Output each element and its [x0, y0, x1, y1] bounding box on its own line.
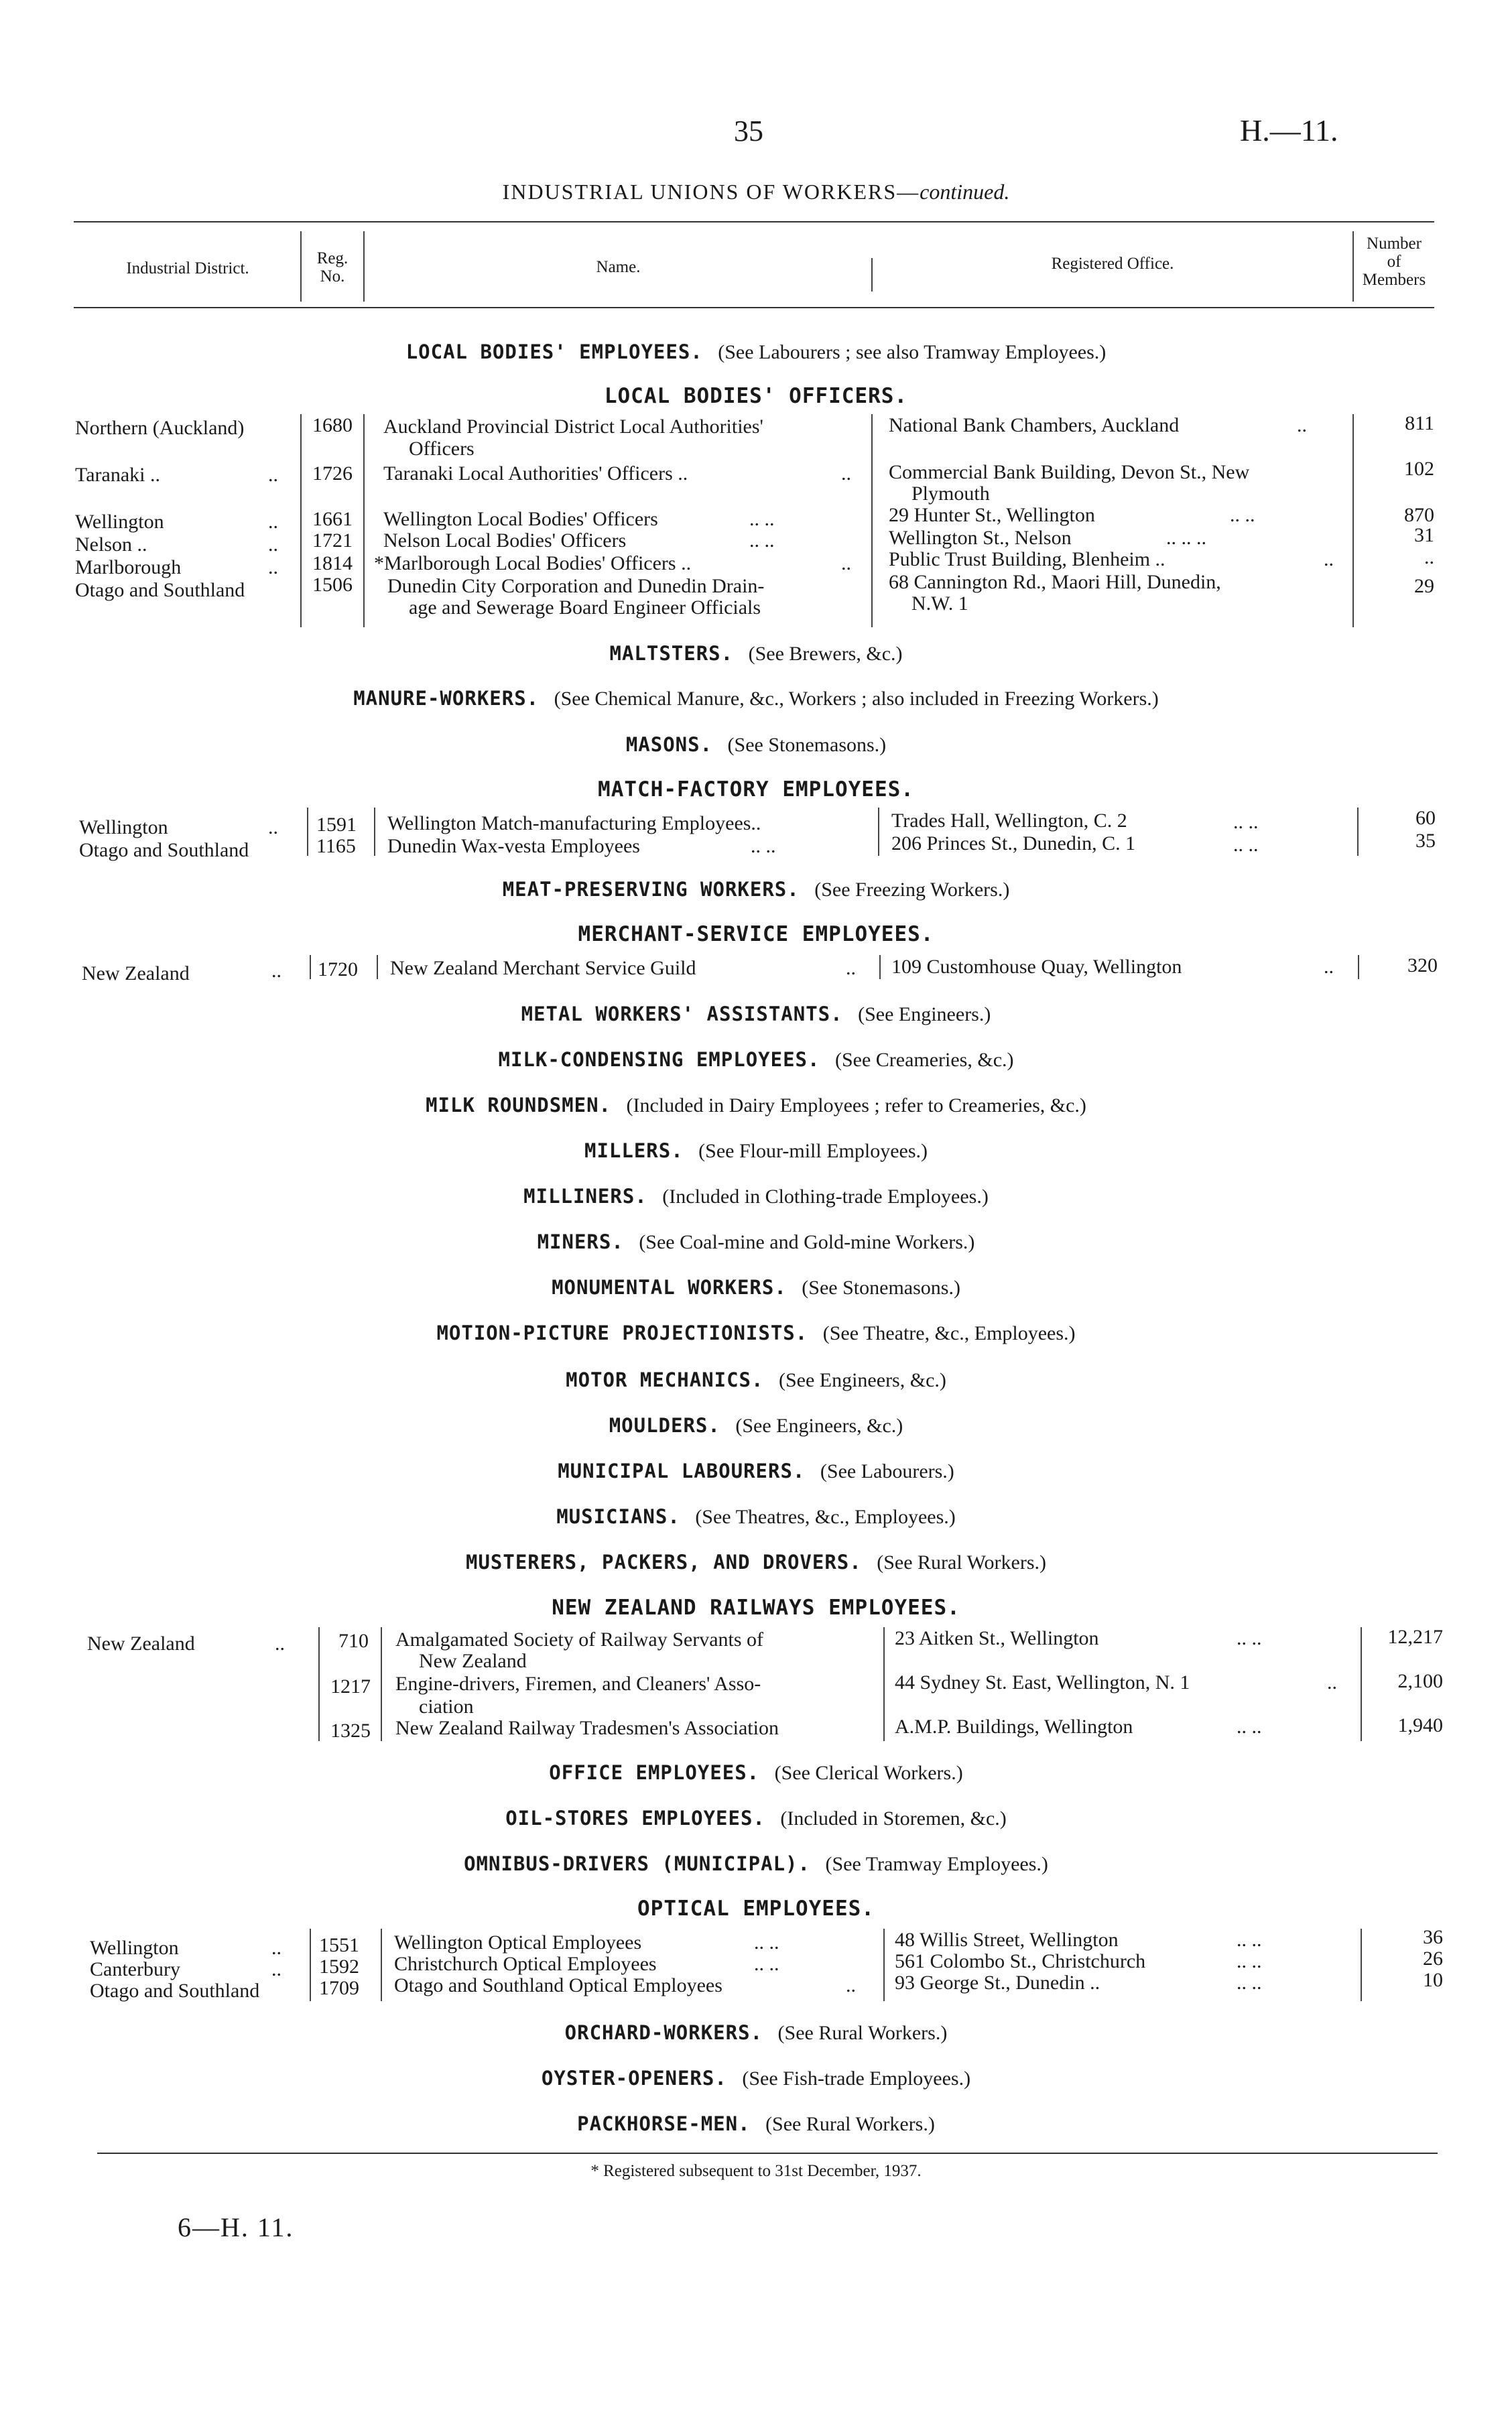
- column-header-no-line: No.: [320, 267, 345, 285]
- table-cell-reg-no: 1726: [312, 462, 353, 485]
- table-cell-name: Wellington Optical Employees: [394, 1931, 642, 1954]
- column-divider: [1358, 955, 1359, 979]
- table-cell-members: 870: [1404, 504, 1434, 526]
- column-header-reg-no: [303, 249, 362, 285]
- table-cell-members: 811: [1405, 412, 1434, 434]
- table-cell-members: 320: [1407, 954, 1438, 976]
- table-cell-office: 561 Colombo St., Christchurch: [895, 1950, 1146, 1972]
- cross-ref-note: (See Labourers.): [820, 1460, 954, 1482]
- cross-ref-title: MOULDERS.: [609, 1414, 720, 1437]
- table-cell-name: *Marlborough Local Bodies' Officers ..: [374, 552, 692, 574]
- cross-ref-title: MILLERS.: [584, 1139, 684, 1162]
- cross-ref-note: (See Flour-mill Employees.): [698, 1140, 928, 1162]
- running-head: [0, 180, 1512, 204]
- cross-ref-note: (See Theatres, &c., Employees.): [695, 1506, 956, 1528]
- cross-ref-heading: [0, 2067, 1512, 2090]
- table-cell-reg-no: 1591: [316, 814, 357, 836]
- table-cell-members: 2,100: [1397, 1670, 1443, 1692]
- cross-ref-note: (See Rural Workers.): [877, 1551, 1046, 1574]
- header-divider: [363, 231, 365, 302]
- column-header-district: Industrial District.: [126, 259, 249, 277]
- table-cell-leader: .. ..: [1237, 1716, 1262, 1738]
- table-cell-district: New Zealand: [82, 962, 190, 984]
- footnote: * Registered subsequent to 31st December, 1937.: [590, 2162, 922, 2180]
- table-cell-leader: ..: [268, 816, 278, 838]
- cross-ref-heading: [0, 1505, 1512, 1529]
- table-cell-members: 29: [1414, 575, 1434, 597]
- table-cell-office-cont: Plymouth: [911, 483, 990, 505]
- column-divider: [883, 1929, 885, 2001]
- table-cell-name: Dunedin Wax-vesta Employees: [387, 835, 640, 857]
- column-divider: [871, 414, 873, 627]
- table-cell-district: Nelson ..: [75, 533, 147, 556]
- table-cell-reg-no: 1661: [312, 508, 353, 530]
- table-cell-reg-no: 1721: [312, 529, 353, 552]
- table-cell-reg-no: 1325: [330, 1720, 371, 1742]
- table-cell-members: 102: [1404, 458, 1434, 480]
- cross-ref-note: (See Tramway Employees.): [825, 1853, 1048, 1875]
- cross-ref-note: (Included in Dairy Employees ; refer to Creameries, &c.): [626, 1094, 1086, 1116]
- header-divider: [871, 258, 873, 292]
- cross-ref-heading: [0, 1185, 1512, 1208]
- cross-ref-note: (See Chemical Manure, &c., Workers ; also included in Freezing Workers.): [554, 688, 1159, 710]
- table-cell-office: 29 Hunter St., Wellington: [889, 504, 1095, 526]
- table-cell-leader: .. ..: [1237, 1627, 1262, 1649]
- cross-ref-note: (See Stonemasons.): [727, 734, 887, 756]
- cross-ref-title: ORCHARD-WORKERS.: [564, 2021, 763, 2044]
- column-divider: [310, 955, 311, 979]
- table-cell-leader: .. ..: [1237, 1972, 1262, 1994]
- table-cell-leader: ..: [268, 464, 278, 486]
- table-cell-reg-no: 1709: [319, 1977, 359, 1999]
- cross-ref-heading: [0, 687, 1512, 710]
- table-cell-members: 36: [1423, 1926, 1443, 1948]
- cross-ref-heading: [0, 2112, 1512, 2136]
- table-cell-district: Otago and Southland: [75, 579, 245, 601]
- cross-ref-title: MOTION-PICTURE PROJECTIONISTS.: [436, 1322, 808, 1344]
- table-header-rule: [74, 307, 1434, 308]
- table-cell-district: Canterbury: [90, 1958, 180, 1980]
- table-cell-name: Christchurch Optical Employees: [394, 1953, 657, 1975]
- cross-ref-heading: [0, 1003, 1512, 1026]
- cross-ref-note: (See Clerical Workers.): [774, 1762, 963, 1784]
- cross-ref-title: MASONS.: [625, 733, 713, 756]
- cross-ref-heading: [0, 1460, 1512, 1483]
- table-cell-leader: .. ..: [1237, 1929, 1262, 1951]
- cross-ref-title: MANURE-WORKERS.: [353, 687, 540, 710]
- cross-ref-note: (See Brewers, &c.): [748, 643, 903, 665]
- table-cell-members: 12,217: [1387, 1626, 1443, 1648]
- table-cell-members: 31: [1414, 524, 1434, 546]
- cross-ref-title: MEAT-PRESERVING WORKERS.: [502, 878, 800, 901]
- cross-ref-title: MUSICIANS.: [556, 1505, 680, 1528]
- cross-ref-heading: [0, 878, 1512, 901]
- cross-ref-heading: [0, 1761, 1512, 1785]
- table-cell-members: 35: [1415, 830, 1436, 852]
- page-reference: H.—11.: [1240, 113, 1338, 147]
- column-divider: [300, 414, 302, 627]
- cross-ref-title: OFFICE EMPLOYEES.: [549, 1761, 760, 1784]
- table-cell-leader: ..: [1327, 1671, 1337, 1694]
- table-cell-reg-no: 1165: [316, 835, 356, 857]
- cross-ref-heading: [0, 1230, 1512, 1254]
- table-cell-leader: ..: [841, 552, 851, 574]
- cross-ref-note: (Included in Storemen, &c.): [780, 1807, 1007, 1830]
- cross-ref-heading: [0, 733, 1512, 757]
- cross-ref-heading: [0, 1551, 1512, 1574]
- table-cell-leader: .. ..: [1237, 1950, 1262, 1972]
- table-cell-leader: .. ..: [754, 1931, 779, 1954]
- cross-ref-title: MALTSTERS.: [609, 642, 734, 665]
- table-cell-name: Auckland Provincial District Local Authorities': [383, 416, 763, 438]
- column-divider: [377, 955, 378, 979]
- table-cell-office: Wellington St., Nelson: [889, 527, 1072, 549]
- table-cell-leader: .. ..: [1233, 811, 1259, 833]
- cross-ref-heading: [0, 1094, 1512, 1117]
- cross-ref-note: (See Labourers ; see also Tramway Employees.): [718, 341, 1107, 363]
- cross-ref-title: MINERS.: [537, 1230, 624, 1253]
- table-cell-office: National Bank Chambers, Auckland: [889, 414, 1180, 436]
- table-cell-reg-no: 1551: [319, 1934, 359, 1956]
- table-cell-members: 1,940: [1397, 1714, 1443, 1736]
- running-head-title: INDUSTRIAL UNIONS OF WORKERS—: [502, 180, 920, 204]
- table-cell-leader: .. ..: [1233, 834, 1259, 856]
- column-divider: [318, 1627, 320, 1741]
- table-cell-leader: .. ..: [749, 508, 775, 530]
- column-divider: [381, 1929, 382, 2001]
- table-cell-leader: ..: [1297, 414, 1307, 436]
- table-cell-reg-no: 1217: [330, 1675, 371, 1698]
- table-cell-district: Wellington: [75, 511, 164, 533]
- column-divider: [381, 1627, 382, 1741]
- table-cell-office: Public Trust Building, Blenheim ..: [889, 548, 1166, 570]
- table-cell-reg-no: 710: [338, 1630, 369, 1652]
- cross-ref-note: (See Engineers, &c.): [778, 1369, 946, 1391]
- table-cell-leader: ..: [1324, 548, 1334, 570]
- column-divider: [1357, 808, 1359, 856]
- table-cell-name: New Zealand Merchant Service Guild: [390, 957, 696, 979]
- cross-ref-heading: [0, 1139, 1512, 1163]
- column-header-members-line: Number: [1367, 235, 1422, 253]
- section-heading: MATCH-FACTORY EMPLOYEES.: [598, 777, 914, 802]
- cross-ref-title: METAL WORKERS' ASSISTANTS.: [521, 1003, 843, 1025]
- table-cell-leader: ..: [271, 1958, 281, 1980]
- table-cell-leader: .. ..: [751, 835, 776, 857]
- column-header-members: [1354, 235, 1434, 289]
- table-cell-leader: ..: [1324, 956, 1334, 978]
- cross-ref-note: (See Coal-mine and Gold-mine Workers.): [639, 1231, 975, 1253]
- table-cell-reg-no: 1720: [318, 958, 358, 980]
- column-divider: [1352, 414, 1354, 627]
- column-divider: [1361, 1929, 1362, 2001]
- cross-ref-title: OYSTER-OPENERS.: [541, 2067, 727, 2090]
- table-cell-leader: .. ..: [1230, 504, 1255, 526]
- table-cell-name: Otago and Southland Optical Employees: [394, 1974, 722, 1996]
- table-cell-members: 26: [1423, 1948, 1443, 1970]
- column-header-reg-line: Reg.: [316, 249, 349, 267]
- table-cell-name: Nelson Local Bodies' Officers: [383, 529, 627, 552]
- column-divider: [879, 955, 881, 979]
- table-cell-leader: ..: [268, 556, 278, 578]
- column-header-members-line: of: [1387, 253, 1401, 271]
- cross-ref-note: (See Engineers, &c.): [735, 1415, 903, 1437]
- cross-ref-note: (See Rural Workers.): [777, 2022, 948, 2044]
- table-cell-leader: ..: [841, 462, 851, 485]
- cross-ref-title: MILK-CONDENSING EMPLOYEES.: [498, 1048, 820, 1071]
- header-divider: [300, 231, 302, 302]
- table-cell-name-cont: Officers: [409, 438, 475, 460]
- cross-ref-heading: [0, 1048, 1512, 1072]
- column-divider: [883, 1627, 885, 1741]
- table-cell-reg-no: 1814: [312, 552, 353, 574]
- cross-ref-title: MUNICIPAL LABOURERS.: [558, 1460, 806, 1482]
- page-number: 35: [734, 115, 763, 147]
- table-cell-name: New Zealand Railway Tradesmen's Association: [395, 1717, 779, 1739]
- table-cell-office: 68 Cannington Rd., Maori Hill, Dunedin,: [889, 571, 1221, 593]
- table-cell-leader: ..: [846, 1974, 856, 1996]
- table-cell-office: 44 Sydney St. East, Wellington, N. 1: [895, 1671, 1190, 1694]
- table-cell-name: Taranaki Local Authorities' Officers ..: [383, 462, 688, 485]
- table-cell-district: Wellington: [90, 1937, 179, 1959]
- table-cell-name: Wellington Match-manufacturing Employees..: [387, 812, 761, 834]
- section-heading: MERCHANT-SERVICE EMPLOYEES.: [578, 922, 934, 946]
- cross-ref-title: OIL-STORES EMPLOYEES.: [505, 1807, 765, 1830]
- table-cell-office: A.M.P. Buildings, Wellington: [895, 1716, 1133, 1738]
- column-divider: [374, 808, 375, 856]
- cross-ref-heading: [0, 642, 1512, 665]
- cross-ref-heading: [0, 1852, 1512, 1876]
- table-cell-reg-no: 1506: [312, 574, 353, 596]
- cross-ref-note: (See Stonemasons.): [802, 1277, 960, 1299]
- table-cell-district: Northern (Auckland): [75, 417, 245, 439]
- cross-ref-title: LOCAL BODIES' EMPLOYEES.: [405, 340, 703, 363]
- cross-ref-heading: [0, 1322, 1512, 1345]
- cross-ref-note: (See Rural Workers.): [765, 2113, 935, 2135]
- column-header-name: Name.: [596, 258, 641, 276]
- table-cell-leader: ..: [271, 1937, 281, 1959]
- cross-ref-title: OMNIBUS-DRIVERS (MUNICIPAL).: [464, 1852, 810, 1875]
- table-cell-name-cont: New Zealand: [419, 1650, 527, 1672]
- cross-ref-title: MILK ROUNDSMEN.: [426, 1094, 611, 1116]
- table-cell-leader: .. ..: [749, 529, 775, 552]
- table-cell-office-cont: N.W. 1: [911, 592, 968, 615]
- table-cell-leader: .. .. ..: [1166, 527, 1206, 549]
- table-cell-members: ..: [1424, 546, 1434, 568]
- table-cell-name: Dunedin City Corporation and Dunedin Drain-: [387, 575, 765, 597]
- cross-ref-heading: [0, 340, 1512, 364]
- cross-ref-note: (See Fish-trade Employees.): [742, 2067, 971, 2090]
- cross-ref-title: MUSTERERS, PACKERS, AND DROVERS.: [466, 1551, 862, 1574]
- table-cell-name: Amalgamated Society of Railway Servants of: [395, 1629, 764, 1651]
- footnote-rule: [97, 2153, 1438, 2154]
- table-cell-office: 206 Princes St., Dunedin, C. 1: [891, 832, 1136, 854]
- table-cell-members: 60: [1415, 807, 1436, 829]
- table-cell-office: Commercial Bank Building, Devon St., New: [889, 461, 1250, 483]
- table-cell-district: Otago and Southland: [79, 839, 249, 861]
- section-heading: OPTICAL EMPLOYEES.: [637, 1897, 875, 1921]
- table-cell-reg-no: 1680: [312, 414, 353, 436]
- table-cell-district: Otago and Southland: [90, 1980, 260, 2002]
- cross-ref-note: (See Theatre, &c., Employees.): [822, 1322, 1076, 1344]
- table-cell-district: New Zealand: [87, 1633, 195, 1655]
- cross-ref-title: MOTOR MECHANICS.: [566, 1368, 764, 1391]
- table-cell-leader: .. ..: [754, 1953, 779, 1975]
- cross-ref-title: PACKHORSE-MEN.: [577, 2112, 751, 2135]
- column-header-office: Registered Office.: [1051, 255, 1174, 273]
- section-heading: LOCAL BODIES' OFFICERS.: [604, 384, 908, 408]
- cross-ref-title: MILLINERS.: [523, 1185, 647, 1208]
- table-cell-name: Engine-drivers, Firemen, and Cleaners' Asso-: [395, 1673, 761, 1695]
- cross-ref-heading: [0, 1414, 1512, 1438]
- table-cell-leader: ..: [275, 1633, 285, 1655]
- cross-ref-heading: [0, 1368, 1512, 1392]
- cross-ref-note: (See Engineers.): [858, 1003, 991, 1025]
- table-cell-office: 48 Willis Street, Wellington: [895, 1929, 1119, 1951]
- table-cell-district: Wellington: [79, 816, 168, 838]
- table-cell-leader: ..: [268, 533, 278, 556]
- table-cell-name-cont: age and Sewerage Board Engineer Officials: [409, 596, 761, 619]
- table-cell-office: 109 Customhouse Quay, Wellington: [891, 956, 1182, 978]
- table-cell-leader: ..: [846, 957, 856, 979]
- cross-ref-note: (Included in Clothing-trade Employees.): [662, 1186, 989, 1208]
- table-cell-leader: ..: [271, 960, 281, 982]
- table-cell-office: Trades Hall, Wellington, C. 2: [891, 810, 1127, 832]
- cross-ref-title: MONUMENTAL WORKERS.: [552, 1276, 787, 1299]
- running-head-continued: continued.: [920, 180, 1010, 204]
- table-cell-name-cont: ciation: [419, 1696, 474, 1718]
- column-divider: [310, 1929, 311, 2001]
- section-heading: NEW ZEALAND RAILWAYS EMPLOYEES.: [552, 1596, 960, 1620]
- column-divider: [363, 414, 365, 627]
- cross-ref-heading: [0, 2021, 1512, 2045]
- cross-ref-heading: [0, 1276, 1512, 1299]
- table-cell-office: 93 George St., Dunedin ..: [895, 1972, 1100, 1994]
- table-cell-district: Marlborough: [75, 556, 182, 578]
- cross-ref-note: (See Creameries, &c.): [834, 1049, 1014, 1071]
- cross-ref-note: (See Freezing Workers.): [814, 879, 1010, 901]
- table-cell-leader: ..: [268, 511, 278, 533]
- column-divider: [878, 808, 879, 856]
- column-header-members-line: Members: [1362, 271, 1426, 289]
- table-top-rule: [74, 221, 1434, 222]
- column-divider: [307, 808, 308, 856]
- table-cell-name: Wellington Local Bodies' Officers: [383, 508, 658, 530]
- cross-ref-heading: [0, 1807, 1512, 1830]
- table-cell-reg-no: 1592: [319, 1956, 359, 1978]
- signature-mark: 6—H. 11.: [178, 2212, 294, 2242]
- column-divider: [1361, 1627, 1362, 1741]
- table-cell-office: 23 Aitken St., Wellington: [895, 1627, 1099, 1649]
- table-cell-members: 10: [1423, 1969, 1443, 1991]
- table-cell-district: Taranaki ..: [75, 464, 161, 486]
